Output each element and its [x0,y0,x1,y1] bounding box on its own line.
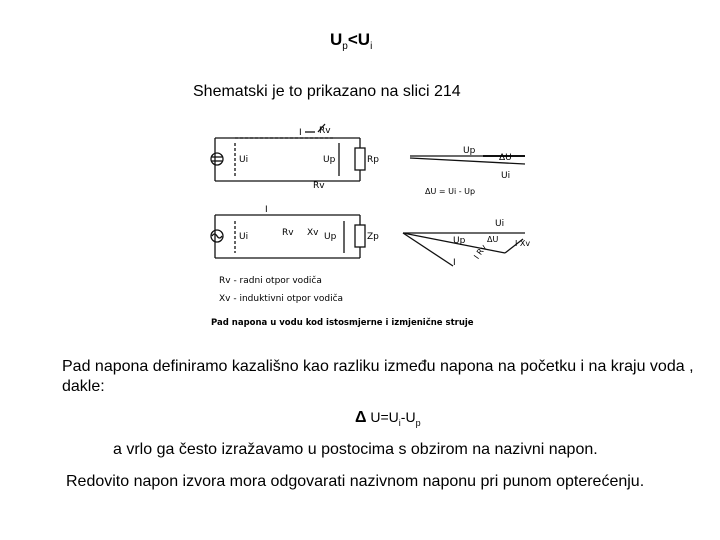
bottom-phasor-i: I [453,258,456,268]
bottom-phasor-i-xv: I Xv [515,239,531,248]
top-phasor-du: ΔU [499,153,512,163]
bottom-phasor-du: ΔU [487,235,499,244]
bottom-up-label: Up [324,232,337,242]
top-phasor-up: Up [463,146,476,156]
top-current-label: I [299,128,302,138]
bottom-rv-label: Rv [282,228,294,238]
paragraph-percent: a vrlo ga često izražavamo u postocima s obzirom na nazivni napon. [113,441,598,458]
top-up-label: Up [323,155,336,165]
bottom-current-label: I [265,205,268,215]
top-rv-bottom-label: Rv [313,181,325,191]
figure-intro: Shematski je to prikazano na slici 214 [193,83,461,100]
top-equation: ΔU = Ui - Up [425,187,476,196]
bottom-xv-label: Xv [307,228,319,238]
circuit-figure [205,118,535,333]
paragraph-nominal: Redovito napon izvora mora odgovarati nazivnom naponu pri punom opterećenju. [66,473,645,490]
top-phasor-ui: Ui [501,171,511,181]
legend-rv: Rv - radni otpor vodiča [219,276,322,286]
bottom-zp-label: Zp [367,232,379,242]
bottom-phasor-up: Up [453,236,466,246]
bottom-phasor-i-rv: I Rv [472,243,489,261]
bottom-source-label: Ui [239,232,249,242]
top-rp-label: Rp [367,155,379,165]
bottom-phasor-ui: Ui [495,219,505,229]
top-rv-label: Rv [319,126,331,136]
legend-xv: Xv - induktivni otpor vodiča [219,294,344,304]
paragraph-definition: Pad napona definiramo kazališno kao razliku između napona na početku i na kraju voda , dakle: [62,358,694,395]
top-source-label: Ui [239,155,249,165]
heading-formula: $U_p<U_i$ [330,30,373,52]
voltage-drop-formula: Δ $U=U_i-U_p$ [355,409,421,428]
figure-caption: Pad napona u vodu kod istosmjerne i izmjenične struje [211,318,474,328]
